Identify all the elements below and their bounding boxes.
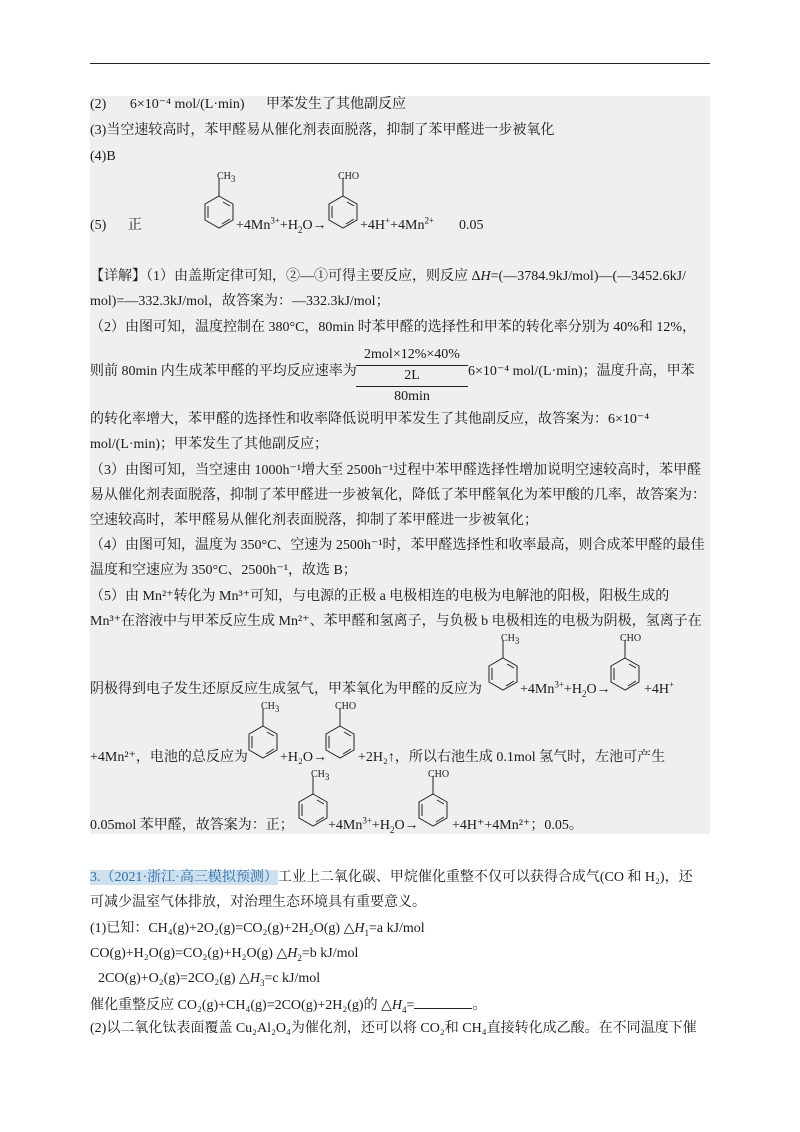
answer-4: (4)B — [90, 149, 116, 164]
benzaldehyde-structure-answer5: CHO — [328, 172, 364, 234]
toluene-structure-answer5: $CH_3$ — [204, 172, 240, 234]
benzaldehyde-structure-detail-3: CHO — [418, 770, 454, 832]
question-3-line-2: 可减少温室气体排放，对治理生态环境具有重要意义。 — [90, 895, 426, 910]
detail-2-line-2-start: 则前 80min 内生成苯甲醛的平均反应速率为 — [90, 364, 357, 379]
detail-5-line-4: +4Mn²⁺，电池的总反应为 — [90, 750, 248, 765]
detail-4-line-2: 温度和空速应为 350°C、2500h⁻¹，故选 B； — [90, 563, 357, 578]
detail-final-end: +4H⁺+4Mn²⁺；0.05。 — [452, 818, 583, 833]
toluene-structure-detail-1: $CH_3$ — [488, 634, 524, 696]
detail-2-line-1: （2）由图可知，温度控制在 380°C，80min 时苯甲醛的选择性和甲苯的转化率分别为 40%和 12%， — [90, 320, 697, 335]
question-3-eq4: 催化重整反应 CO₂(g)+CH₄(g)=2CO(g)+2H₂(g)的 $\triangle H_4=$ 。 — [90, 994, 486, 1016]
detail-final-reagents: $+4Mn^{3+}+H_2O\to$ — [328, 815, 419, 835]
toluene-structure-detail-2: $CH_3$ — [248, 702, 284, 764]
question-source-tag: 3.（2021·浙江·高三模拟预测） — [90, 870, 278, 885]
benzaldehyde-structure-detail-2: CHO — [325, 702, 361, 764]
answer-5-products: $+4H^++4Mn^{2+}$ — [360, 215, 435, 233]
answer-5-value: 0.05 — [459, 218, 484, 233]
detail-3-line-1: （3）由图可知，当空速由 1000h⁻¹增大至 2500h⁻¹过程中苯甲醛选择性增加说明空速较高时，苯甲醛 — [90, 463, 702, 478]
answer-5-mid-reagents: $+4Mn^{3+}+H_2O\to$ — [236, 215, 327, 235]
question-3-sub2: (2)以二氧化钛表面覆盖 Cu₂Al₂O₄为催化剂，还可以将 CO₂和 CH₄直接转化成乙酸。在不同温度下催 — [90, 1021, 697, 1036]
detail-oxidation-reagents: $+4Mn^{3+}+H_2O\to$ — [520, 679, 611, 699]
detail-2-line-2-end: 6×10⁻⁴ mol/(L·min)；温度升高，甲苯 — [468, 364, 695, 379]
detail-overall-end: +2H₂↑，所以右池生成 0.1mol 氢气时，左池可产生 — [358, 750, 666, 765]
detail-4-line-1: （4）由图可知，温度为 350°C、空速为 2500h⁻¹时，苯甲醛选择性和收率最高，则合成苯甲醛的最佳 — [90, 538, 705, 553]
question-3-eq2: CO(g)+H₂O(g)=CO₂(g)+H₂O(g) $\triangle H_2=b$ kJ/mol — [90, 946, 359, 963]
question-3-line-1: 3.（2021·浙江·高三模拟预测）工业上二氧化碳、甲烷催化重整不仅可以获得合成气(CO 和 H₂)，还 — [90, 870, 693, 885]
detail-5-line-3: 阴极得到电子发生还原反应生成氢气，甲苯氧化为甲醛的反应为 — [90, 682, 482, 697]
benzaldehyde-structure-detail-1: CHO — [610, 634, 646, 696]
header-rule — [90, 63, 710, 64]
detail-3-line-2: 易从催化剂表面脱落，抑制了苯甲醛进一步被氧化，降低了苯甲醛氧化为苯甲酸的几率，故答案为： — [90, 488, 706, 503]
question-3-eq3: 2CO(g)+O₂(g)=2CO₂(g) $\triangle H_3=c$ kJ/mol — [98, 971, 321, 988]
rate-fraction: 2mol×12%×40% 2L 80min — [356, 347, 468, 405]
detail-2-line-4: mol/(L·min)；甲苯发生了其他副反应； — [90, 437, 328, 452]
answer-5-label: (5) 正 — [90, 218, 142, 233]
toluene-structure-detail-3: $CH_3$ — [298, 770, 334, 832]
answer-3: (3)当空速较高时，苯甲醛易从催化剂表面脱落，抑制了苯甲醛进一步被氧化 — [90, 123, 555, 138]
question-3-sub1: (1)已知：CH₄(g)+2O₂(g)=CO₂(g)+2H₂O(g) $\triangle H_1=a$ kJ/mol — [90, 921, 425, 938]
detail-3-line-3: 空速较高时，苯甲醛易从催化剂表面脱落，抑制了苯甲醛进一步被氧化； — [90, 513, 538, 528]
detail-5-line-1: （5）由 Mn²⁺转化为 Mn³⁺可知，与电源的正极 a 电极相连的电极为电解池的阳极，阳极生成的 — [90, 589, 670, 604]
detail-overall-water: +H₂O→ — [280, 750, 327, 765]
detail-oxidation-h-plus: +4H+ — [644, 679, 675, 697]
answer-blank[interactable] — [414, 994, 472, 1009]
detail-1-line-2: mol)=—332.3kJ/mol，故答案为：—332.3kJ/mol； — [90, 294, 390, 309]
answer-2: (2) 6×10⁻⁴ mol/(L·min) 甲苯发生了其他副反应 — [90, 97, 406, 112]
detail-5-line-2: Mn³⁺在溶液中与甲苯反应生成 Mn²⁺、苯甲醛和氢离子，与负极 b 电极相连的电极为阴极，氢离子在 — [90, 614, 702, 629]
detail-5-line-5: 0.05mol 苯甲醛，故答案为：正； — [90, 818, 294, 833]
detail-2-line-3: 的转化率增大，苯甲醛的选择性和收率降低说明甲苯发生了其他副反应，故答案为：6×10⁻⁴ — [90, 412, 650, 427]
detail-1-line-1: 【详解】（1）由盖斯定律可知，②—①可得主要反应，则反应 ΔH=(—3784.9kJ/mol)—(—3452.6kJ/ — [90, 269, 686, 284]
